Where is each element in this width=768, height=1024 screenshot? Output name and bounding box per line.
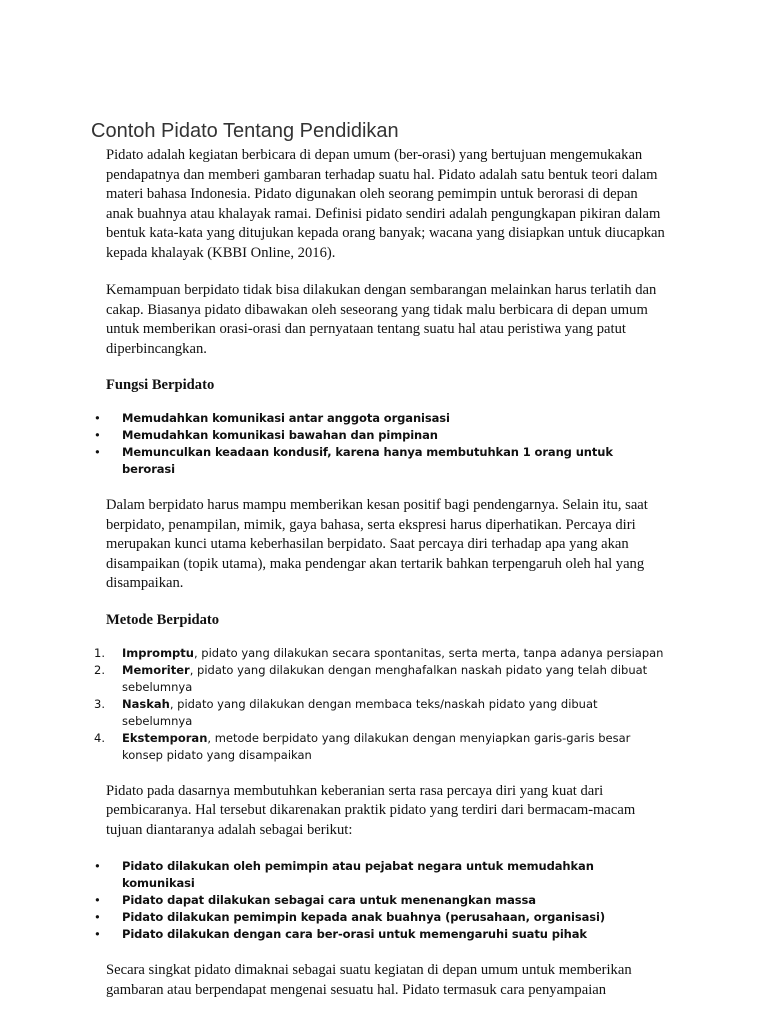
list-item: • Pidato dapat dilakukan sebagai cara untuk menenangkan massa xyxy=(106,892,666,909)
paragraph-kemampuan: Kemampuan berpidato tidak bisa dilakukan dengan sembarangan melainkan harus terlatih dan cakap. Biasanya pidato dibawakan oleh seseorang yang tidak malu berbicara di depan umum untuk memberikan orasi-orasi dan pernyataan tentang suatu hal atau peristiwa yang patut diperbincangkan. xyxy=(106,282,657,357)
paragraph-kesan: Dalam berpidato harus mampu memberikan kesan positif bagi pendengarnya. Selain itu, saat berpidato, penampilan, mimik, gaya bahasa, serta ekspresi harus diperhatikan. Percaya diri merupakan kunci utama keberhasilan berpidato. Saat percaya diri terhadap apa yang akan disampaikan (topik utama), maka pendengar akan tertarik bahkan terpengaruh oleh hal yang disampaikan. xyxy=(106,497,648,591)
metode-term: Ekstemporan xyxy=(122,730,208,745)
list-item: 3. Naskah, pidato yang dilakukan dengan membaca teks/naskah pidato yang dibuat sebelumnya xyxy=(94,696,598,728)
fungsi-list xyxy=(106,410,666,478)
list-number: 3. xyxy=(94,696,105,711)
document-body xyxy=(94,146,666,1018)
list-item: • Pidato dilakukan dengan cara ber-orasi untuk memengaruhi suatu pihak xyxy=(106,926,666,943)
metode-list xyxy=(94,645,666,764)
metode-term: Memoriter xyxy=(122,662,190,677)
metode-term: Impromptu xyxy=(122,645,194,660)
list-number: 4. xyxy=(94,730,105,745)
paragraph-intro: Pidato adalah kegiatan berbicara di depan umum (ber-orasi) yang bertujuan mengemukakan pendapatnya dan memberi gambaran terhadap suatu hal. Pidato adalah satu bentuk teori dalam materi bahasa Indonesia. Pidato digunakan oleh seorang pemimpin untuk berorasi di depan anak buahnya atau khalayak ramai. Definisi pidato sendiri adalah pengungkapan pikiran dalam bentuk kata-kata yang ditujukan kepada orang banyak; wacana yang disiapkan untuk diucapkan kepada khalayak (KBBI Online, 2016). xyxy=(106,147,665,261)
tujuan-list xyxy=(106,858,666,943)
list-item: 4. Ekstemporan, metode berpidato yang dilakukan dengan menyiapkan garis-garis besar konsep pidato yang disampaikan xyxy=(94,730,631,762)
heading-fungsi: Fungsi Berpidato xyxy=(106,377,215,393)
list-number: 2. xyxy=(94,662,105,677)
list-item: • Memudahkan komunikasi antar anggota organisasi xyxy=(106,410,666,427)
list-item: 2. Memoriter, pidato yang dilakukan dengan menghafalkan naskah pidato yang telah dibuat sebelumnya xyxy=(94,662,648,694)
paragraph-singkat: Secara singkat pidato dimaknai sebagai suatu kegiatan di depan umum untuk memberikan gambaran atau berpendapat mengenai sesuatu hal. Pidato termasuk cara penyampaian xyxy=(106,962,632,998)
metode-term: Naskah xyxy=(122,696,170,711)
paragraph-keberanian: Pidato pada dasarnya membutuhkan keberanian serta rasa percaya diri yang kuat dari pembicaranya. Hal tersebut dikarenakan praktik pidato yang terdiri dari bermacam-macam tujuan diantaranya adalah sebagai berikut: xyxy=(106,782,636,838)
list-item: • Memunculkan keadaan kondusif, karena hanya membutuhkan 1 orang untuk berorasi xyxy=(106,444,666,478)
list-item: • Pidato dilakukan pemimpin kepada anak buahnya (perusahaan, organisasi) xyxy=(106,909,666,926)
list-item: 1. Impromptu, pidato yang dilakukan secara spontanitas, serta merta, tanpa adanya persiapan xyxy=(94,645,664,660)
list-item: • Memudahkan komunikasi bawahan dan pimpinan xyxy=(106,427,666,444)
page-title: Contoh Pidato Tentang Pendidikan xyxy=(91,120,399,142)
list-item: • Pidato dilakukan oleh pemimpin atau pejabat negara untuk memudahkan komunikasi xyxy=(106,858,666,892)
heading-metode: Metode Berpidato xyxy=(106,611,220,628)
list-number: 1. xyxy=(94,645,105,660)
